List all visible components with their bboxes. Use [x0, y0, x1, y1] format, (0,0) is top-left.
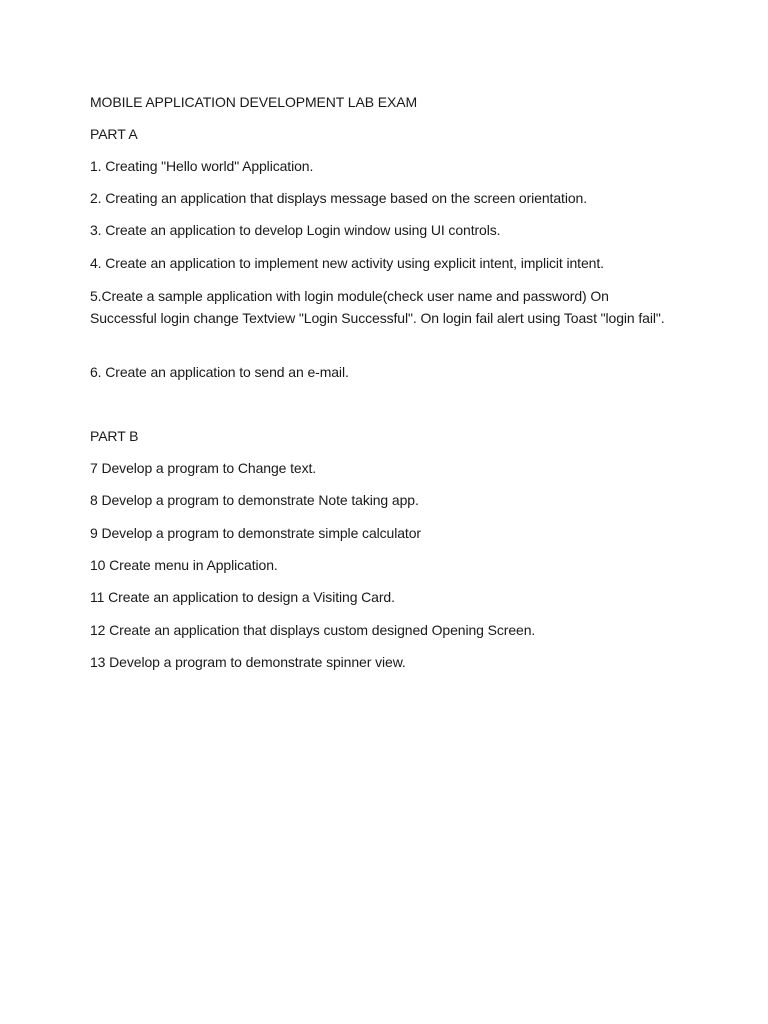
part-b-item-13: 13 Develop a program to demonstrate spinner view. [90, 654, 406, 670]
part-a-heading: PART A [90, 126, 138, 142]
part-b-item-10: 10 Create menu in Application. [90, 557, 278, 573]
part-a-item-6: 6. Create an application to send an e-mail. [90, 364, 349, 380]
part-b-item-11: 11 Create an application to design a Visiting Card. [90, 589, 395, 605]
part-b-heading: PART B [90, 428, 139, 444]
part-a-item-2: 2. Creating an application that displays message based on the screen orientation. [90, 190, 587, 206]
part-b-item-7: 7 Develop a program to Change text. [90, 460, 317, 476]
part-a-item-5: 5.Create a sample application with login module(check user name and password) On Successful login change Textview "Login Successful". On login fail alert using Toast "login fail". [90, 288, 665, 326]
part-a-item-1: 1. Creating "Hello world" Application. [90, 158, 314, 174]
part-a-item-3: 3. Create an application to develop Login window using UI controls. [90, 222, 501, 238]
part-b-item-9: 9 Develop a program to demonstrate simple calculator [90, 525, 421, 541]
document-title: MOBILE APPLICATION DEVELOPMENT LAB EXAM [90, 94, 418, 110]
part-b-item-8: 8 Develop a program to demonstrate Note taking app. [90, 492, 419, 508]
part-a-item-4: 4. Create an application to implement new activity using explicit intent, implicit intent. [90, 255, 604, 271]
part-b-item-12: 12 Create an application that displays custom designed Opening Screen. [90, 622, 536, 638]
